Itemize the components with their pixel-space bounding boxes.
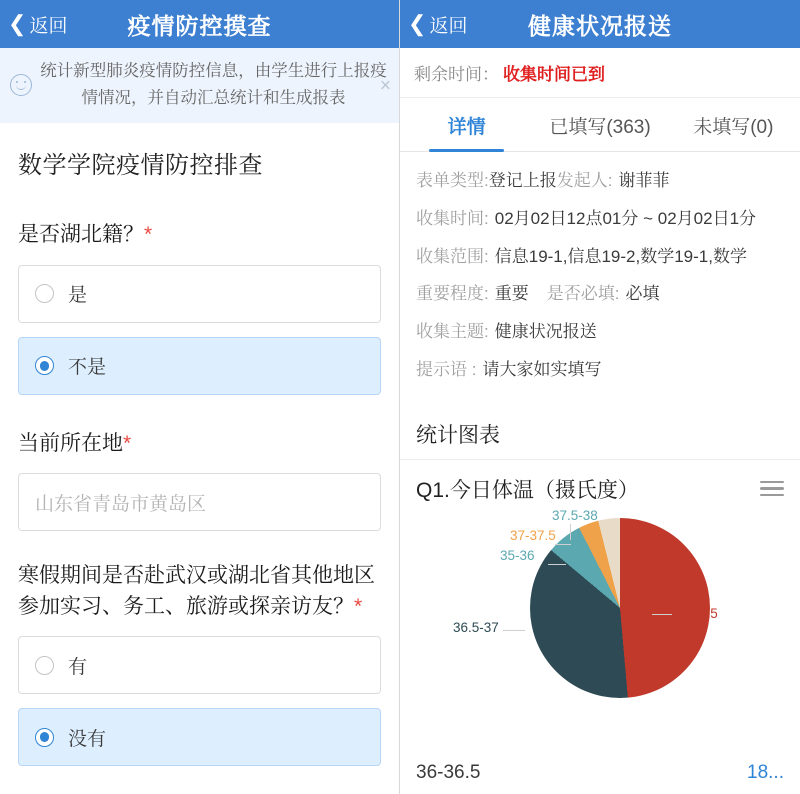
location-input[interactable] — [18, 473, 381, 531]
leader-line — [548, 564, 566, 565]
meta-value: 02月02日12点01分 ~ 02月02日1分 — [494, 208, 757, 228]
remaining-time-bar — [400, 48, 800, 98]
option-label: 没有 — [68, 728, 107, 750]
chart-footer-value[interactable]: 18... — [747, 762, 784, 783]
required-mark-3: * — [354, 594, 363, 618]
meta-value: 请大家如实填写 — [482, 359, 602, 379]
option-label: 有 — [68, 656, 88, 678]
pie-label-36.5-37: 36.5-37 — [453, 619, 499, 635]
form-body — [0, 123, 399, 766]
meta-value-2: 必填 — [625, 284, 660, 304]
required-mark-1: * — [144, 223, 153, 247]
required-mark-2: * — [123, 431, 132, 455]
notice-text: 统计新型肺炎疫情防控信息，由学生进行上报疫情情况，并自动汇总统计和生成报表 — [40, 62, 387, 107]
meta-row — [416, 317, 784, 347]
meta-value-2: 谢菲菲 — [618, 171, 670, 190]
radio-icon-selected — [35, 728, 54, 747]
back-button[interactable] — [0, 11, 67, 38]
page-title: 疫情防控摸查 — [127, 12, 272, 39]
remaining-time-label: 剩余时间： — [414, 65, 499, 84]
radio-icon-selected — [35, 356, 54, 375]
option-yes-hubei[interactable] — [18, 265, 381, 323]
list-view-icon[interactable] — [760, 481, 784, 496]
meta-key: 重要程度: — [416, 284, 489, 304]
right-screen — [400, 0, 800, 794]
meta-value: 信息19-1,信息19-2,数学19-1,数学 — [494, 246, 747, 266]
tab-unfilled[interactable]: 未填写(0) — [693, 117, 774, 138]
leader-line — [555, 544, 571, 545]
pie-label-36-36.5: 36-36.5 — [672, 605, 718, 621]
meta-list — [400, 152, 800, 397]
question-label-3 — [18, 561, 381, 622]
chart-footer-label: 36-36.5 — [416, 762, 481, 783]
statistics-section-title: 统计图表 — [400, 403, 800, 460]
left-header — [0, 0, 399, 48]
pie-label-37-37.5: 37-37.5 — [510, 527, 556, 543]
meta-value: 健康状况报送 — [494, 322, 597, 341]
meta-key: 收集时间: — [416, 208, 489, 228]
notice-banner — [0, 48, 399, 123]
meta-row — [416, 204, 784, 234]
meta-row — [416, 279, 784, 309]
option-label: 不是 — [68, 357, 107, 379]
chart-header — [400, 460, 800, 510]
question-label-2 — [18, 429, 381, 459]
chart-question-label: Q1.今日体温（摄氏度） — [416, 478, 639, 502]
question-label-1 — [18, 220, 381, 250]
option-yes-travel[interactable] — [18, 636, 381, 694]
leader-line — [570, 524, 571, 540]
meta-row — [416, 242, 784, 272]
meta-value: 重要 — [494, 284, 529, 304]
back-label: 返回 — [29, 15, 68, 37]
leader-line — [503, 630, 525, 631]
remaining-time-value: 收集时间已到 — [503, 65, 605, 84]
form-title: 数学学院疫情防控排查 — [18, 152, 263, 180]
meta-key: 收集主题: — [416, 322, 489, 341]
right-header — [400, 0, 800, 48]
pie-chart — [400, 507, 800, 725]
question-3-text: 寒假期间是否赴武汉或湖北省其他地区参加实习、务工、旅游或探亲访友？ — [18, 564, 375, 618]
question-2-text: 当前所在地 — [18, 431, 123, 455]
chart-footer-row — [400, 762, 800, 784]
tab-filled[interactable]: 已填写(363) — [549, 117, 651, 138]
option-label: 是 — [68, 285, 88, 307]
pie-label-35-36: 35-36 — [500, 547, 535, 563]
radio-icon — [35, 284, 54, 303]
meta-key: 收集范围: — [416, 246, 489, 266]
meta-key-2: 发起人: — [556, 171, 613, 190]
radio-icon — [35, 656, 54, 675]
back-label: 返回 — [429, 15, 468, 37]
meta-key-2: 是否必填: — [546, 284, 620, 304]
meta-row — [416, 355, 784, 385]
meta-row — [416, 166, 784, 196]
option-no-hubei[interactable] — [18, 337, 381, 395]
meta-value: 登记上报 — [488, 171, 557, 190]
chevron-left-icon: ❮ — [8, 11, 27, 36]
back-button[interactable] — [400, 11, 467, 38]
tab-detail[interactable]: 详情 — [400, 98, 533, 151]
tab-bar — [400, 98, 800, 152]
leader-line — [652, 614, 672, 615]
chevron-left-icon: ❮ — [408, 11, 427, 36]
question-1-text: 是否湖北籍？ — [18, 223, 144, 247]
smiley-icon — [10, 74, 32, 96]
pie-label-37.5-38: 37.5-38 — [552, 507, 598, 523]
meta-key: 表单类型: — [416, 171, 489, 190]
meta-key: 提示语 : — [416, 359, 477, 379]
close-icon[interactable]: × — [379, 75, 391, 97]
page-title: 健康状况报送 — [528, 12, 672, 39]
option-no-travel[interactable] — [18, 708, 381, 766]
location-placeholder: 山东省青岛市黄岛区 — [35, 493, 207, 515]
